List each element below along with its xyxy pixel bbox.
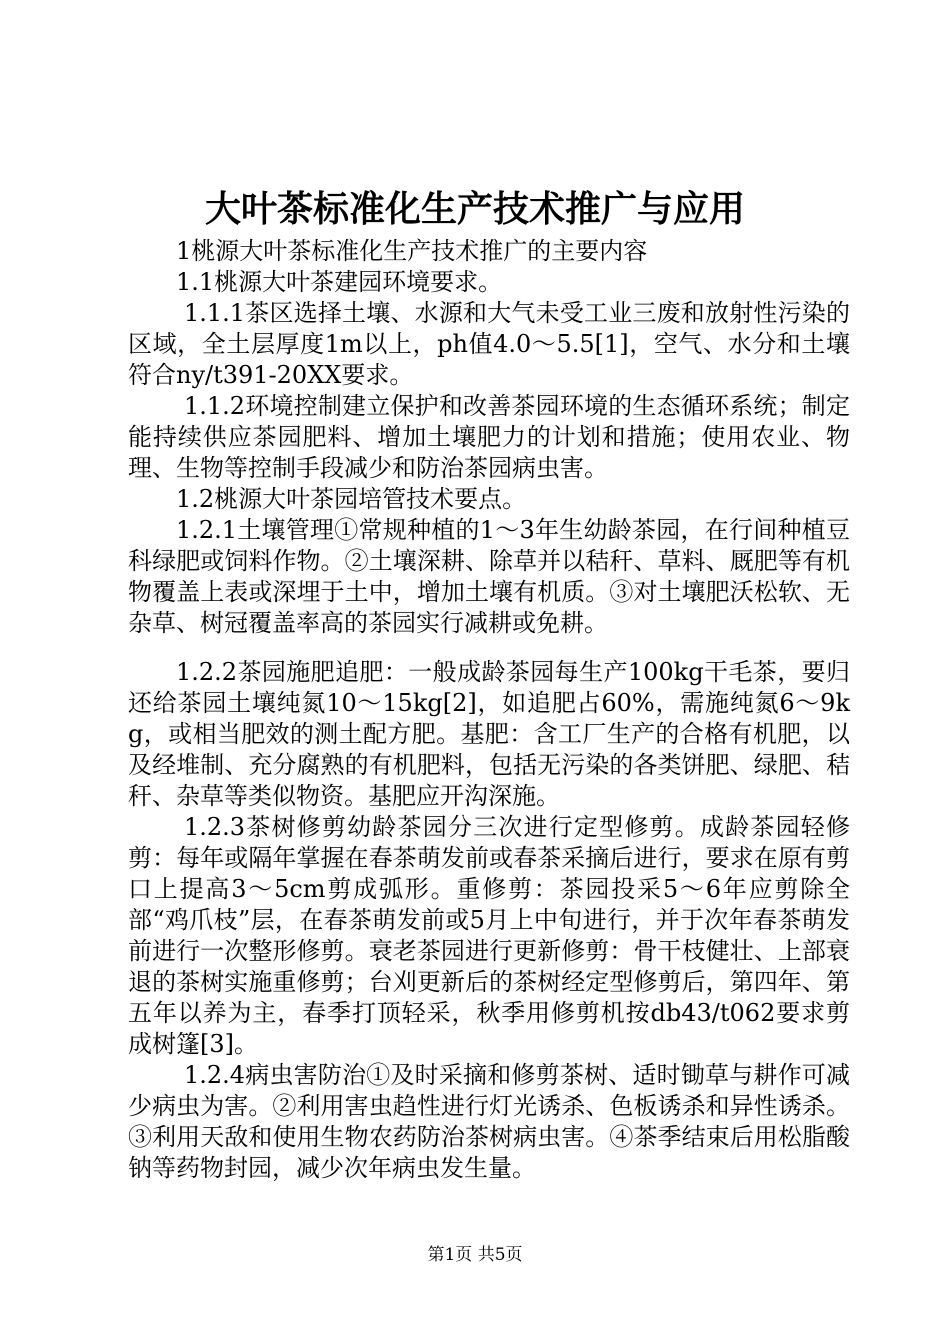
section-heading-1-2: 1.2桃源大叶茶园培管技术要点。 bbox=[176, 485, 527, 513]
paragraph-1-2-1: 1.2.1土壤管理①常规种植的1～3年生幼龄茶园，在行间种植豆科绿肥或饲料作物。②土壤深耕、除草并以秸秆、草料、厩肥等有机物覆盖上表或深埋于土中，增加土壤有机质。③对土壤肥沃松软、无杂草、树冠覆盖率高的茶园实行减耕或免耕。 bbox=[128, 516, 850, 637]
section-heading-1-1: 1.1桃源大叶茶建园环境要求。 bbox=[176, 268, 503, 296]
section-heading-1: 1桃源大叶茶标准化生产技术推广的主要内容 bbox=[176, 237, 648, 265]
paragraph-1-2-2: 1.2.2茶园施肥追肥：一般成龄茶园每生产100kg干毛茶，要归还给茶园土壤纯氮10～15kg[2]，如追肥占60%，需施纯氮6～9kg，或相当肥效的测土配方肥。基肥：含工厂生产的合格有机肥，以及经堆制、充分腐熟的有机肥料，包括无污染的各类饼肥、绿肥、秸秆、杂草等类似物资。基肥应开沟深施。 bbox=[128, 658, 850, 810]
page-number-footer: 第1页 共5页 bbox=[427, 1245, 523, 1265]
document-title: 大叶茶标准化生产技术推广与应用 bbox=[204, 188, 745, 230]
paragraph-1-1-1: 1.1.1茶区选择土壤、水源和大气未受工业三废和放射性污染的区域，全土层厚度1m以上，ph值4.0～5.5[1]，空气、水分和土壤符合ny/t391-20XX要求。 bbox=[128, 299, 850, 389]
paragraph-1-2-3: 1.2.3茶树修剪幼龄茶园分三次进行定型修剪。成龄茶园轻修剪：每年或隔年掌握在春茶萌发前或春茶采摘后进行，要求在原有剪口上提高3～5cm剪成弧形。重修剪：茶园投采5～6年应剪除全部“鸡爪枝”层，在春茶萌发前或5月上中旬进行，并于次年春茶萌发前进行一次整形修剪。衰老茶园进行更新修剪：骨干枝健壮、上部衰退的茶树实施重修剪；台刈更新后的茶树经定型修剪后，第四年、第五年以养为主，春季打顶轻采，秋季用修剪机按db43/t062要求剪成树篷[3]。 bbox=[128, 813, 850, 1058]
paragraph-1-1-2: 1.1.2环境控制建立保护和改善茶园环境的生态循环系统；制定能持续供应茶园肥料、增加土壤肥力的计划和措施；使用农业、物理、生物等控制手段减少和防治茶园病虫害。 bbox=[128, 392, 850, 482]
document-body bbox=[128, 236, 850, 1184]
paragraph-1-2-4: 1.2.4病虫害防治①及时采摘和修剪茶树、适时锄草与耕作可减少病虫为害。②利用害虫趋性进行灯光诱杀、色板诱杀和异性诱杀。③利用天敌和使用生物农药防治茶树病虫害。④茶季结束后用松脂酸钠等药物封园，减少次年病虫发生量。 bbox=[128, 1061, 850, 1182]
